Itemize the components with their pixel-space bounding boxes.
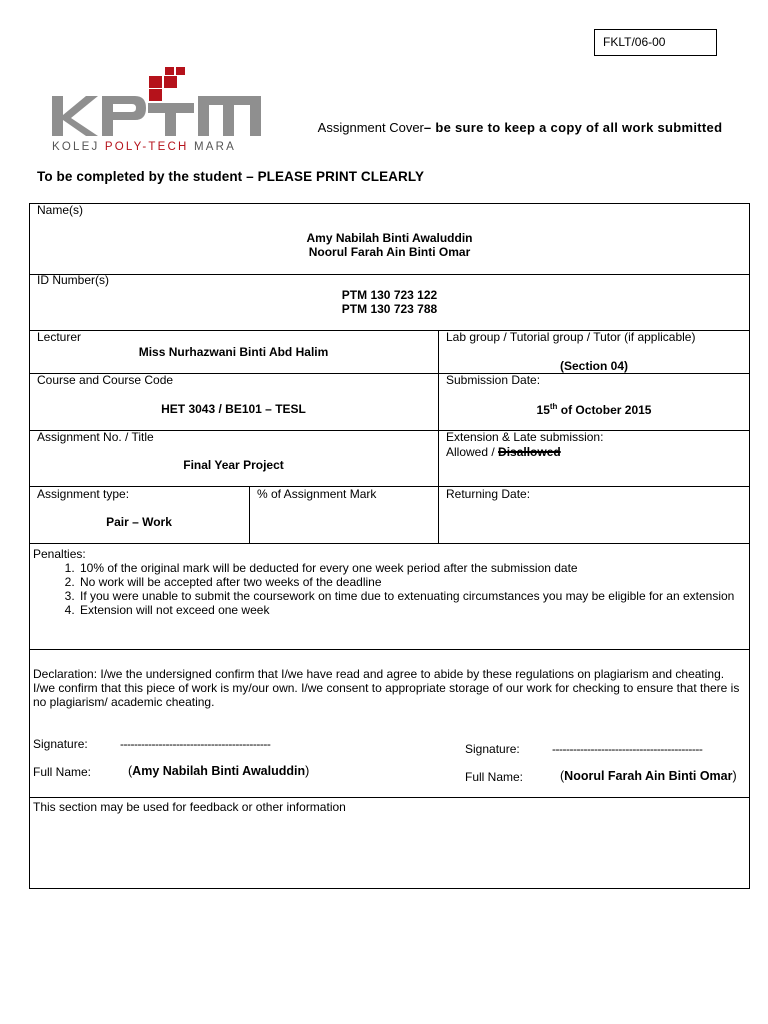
svg-text:KOLEJ POLY-TECH MARA: KOLEJ POLY-TECH MARA xyxy=(52,141,236,153)
signature-line-2: ------------------------------------------- xyxy=(552,742,703,756)
id-number-2: PTM 130 723 788 xyxy=(341,302,438,316)
feedback-section: This section may be used for feedback or other information xyxy=(33,800,346,814)
id-number-1: PTM 130 723 122 xyxy=(341,288,438,302)
cover-title-bold: – be sure to keep a copy of all work submitted xyxy=(423,120,723,135)
penalty-item: 3. If you were unable to submit the coursework on time due to extenuating circumstances you may be eligible for an extension xyxy=(78,589,753,603)
submission-day-suffix: th xyxy=(549,402,558,411)
lab-group-label: Lab group / Tutorial group / Tutor (if applicable) xyxy=(446,330,696,344)
id-numbers-label: ID Number(s) xyxy=(37,273,110,287)
lab-group-value: (Section 04) xyxy=(559,359,628,373)
penalties-label: Penalties: xyxy=(33,547,86,561)
instruction-heading: To be completed by the student – PLEASE PRINT CLEARLY xyxy=(37,169,425,184)
name-value-2: Noorul Farah Ain Binti Omar xyxy=(308,245,471,259)
full-name-label-1: Full Name: xyxy=(33,765,92,779)
cover-title-plain: Assignment Cover xyxy=(317,120,424,135)
submission-date-value xyxy=(438,402,750,417)
submission-day: 15 xyxy=(536,403,550,417)
penalty-item: 4. Extension will not exceed one week xyxy=(78,603,753,617)
extension-allowed: Allowed / xyxy=(446,445,499,459)
logo-subtitle-kolej: KOLEJ xyxy=(52,141,105,153)
course-label: Course and Course Code xyxy=(37,373,174,387)
full-name-label-2: Full Name: xyxy=(465,770,524,784)
penalty-item: 1. 10% of the original mark will be deducted for every one week period after the submission date xyxy=(78,561,753,575)
assignment-type-value: Pair – Work xyxy=(106,515,172,529)
full-name-value-1: (Amy Nabilah Binti Awaluddin) xyxy=(128,764,310,778)
assignment-title-value: Final Year Project xyxy=(183,458,284,472)
course-value: HET 3043 / BE101 – TESL xyxy=(161,402,306,416)
assignment-type-label: Assignment type: xyxy=(37,487,130,501)
full-name-1: Amy Nabilah Binti Awaluddin xyxy=(132,764,306,778)
signature-label-1: Signature: xyxy=(33,737,88,751)
submission-month-year: of October 2015 xyxy=(557,403,652,417)
submission-date-label: Submission Date: xyxy=(446,373,541,387)
lecturer-label: Lecturer xyxy=(37,330,82,344)
extension-disallowed: Disallowed xyxy=(498,445,561,459)
cover-title xyxy=(300,119,740,136)
returning-date-label: Returning Date: xyxy=(446,487,531,501)
extension-label: Extension & Late submission: xyxy=(446,430,604,444)
extension-value xyxy=(446,445,561,459)
full-name-value-2: (Noorul Farah Ain Binti Omar) xyxy=(560,769,737,783)
form-code: FKLT/06-00 xyxy=(594,29,717,56)
name-value-1: Amy Nabilah Binti Awaluddin xyxy=(306,231,473,245)
percent-mark-label: % of Assignment Mark xyxy=(257,487,377,501)
kptm-logo xyxy=(50,62,295,154)
declaration-text: Declaration: I/we the undersigned confirm that I/we have read and agree to abide by these regulations on plagiarism and cheating. I/we confirm that this piece of work is my/our own. I/we consent to appropriate storage of our work for checking to ensure that there is no plagiarism/ academic cheating. xyxy=(33,667,740,709)
lecturer-value: Miss Nurhazwani Binti Abd Halim xyxy=(138,345,329,359)
signature-line-1: ------------------------------------------- xyxy=(120,737,271,751)
signature-label-2: Signature: xyxy=(465,742,520,756)
assignment-title-label: Assignment No. / Title xyxy=(37,430,154,444)
names-label: Name(s) xyxy=(37,203,84,217)
penalty-item: 2. No work will be accepted after two weeks of the deadline xyxy=(78,575,753,589)
penalties-list xyxy=(52,561,753,617)
full-name-2: Noorul Farah Ain Binti Omar xyxy=(564,769,733,783)
kptm-logo-graphic xyxy=(50,62,295,154)
